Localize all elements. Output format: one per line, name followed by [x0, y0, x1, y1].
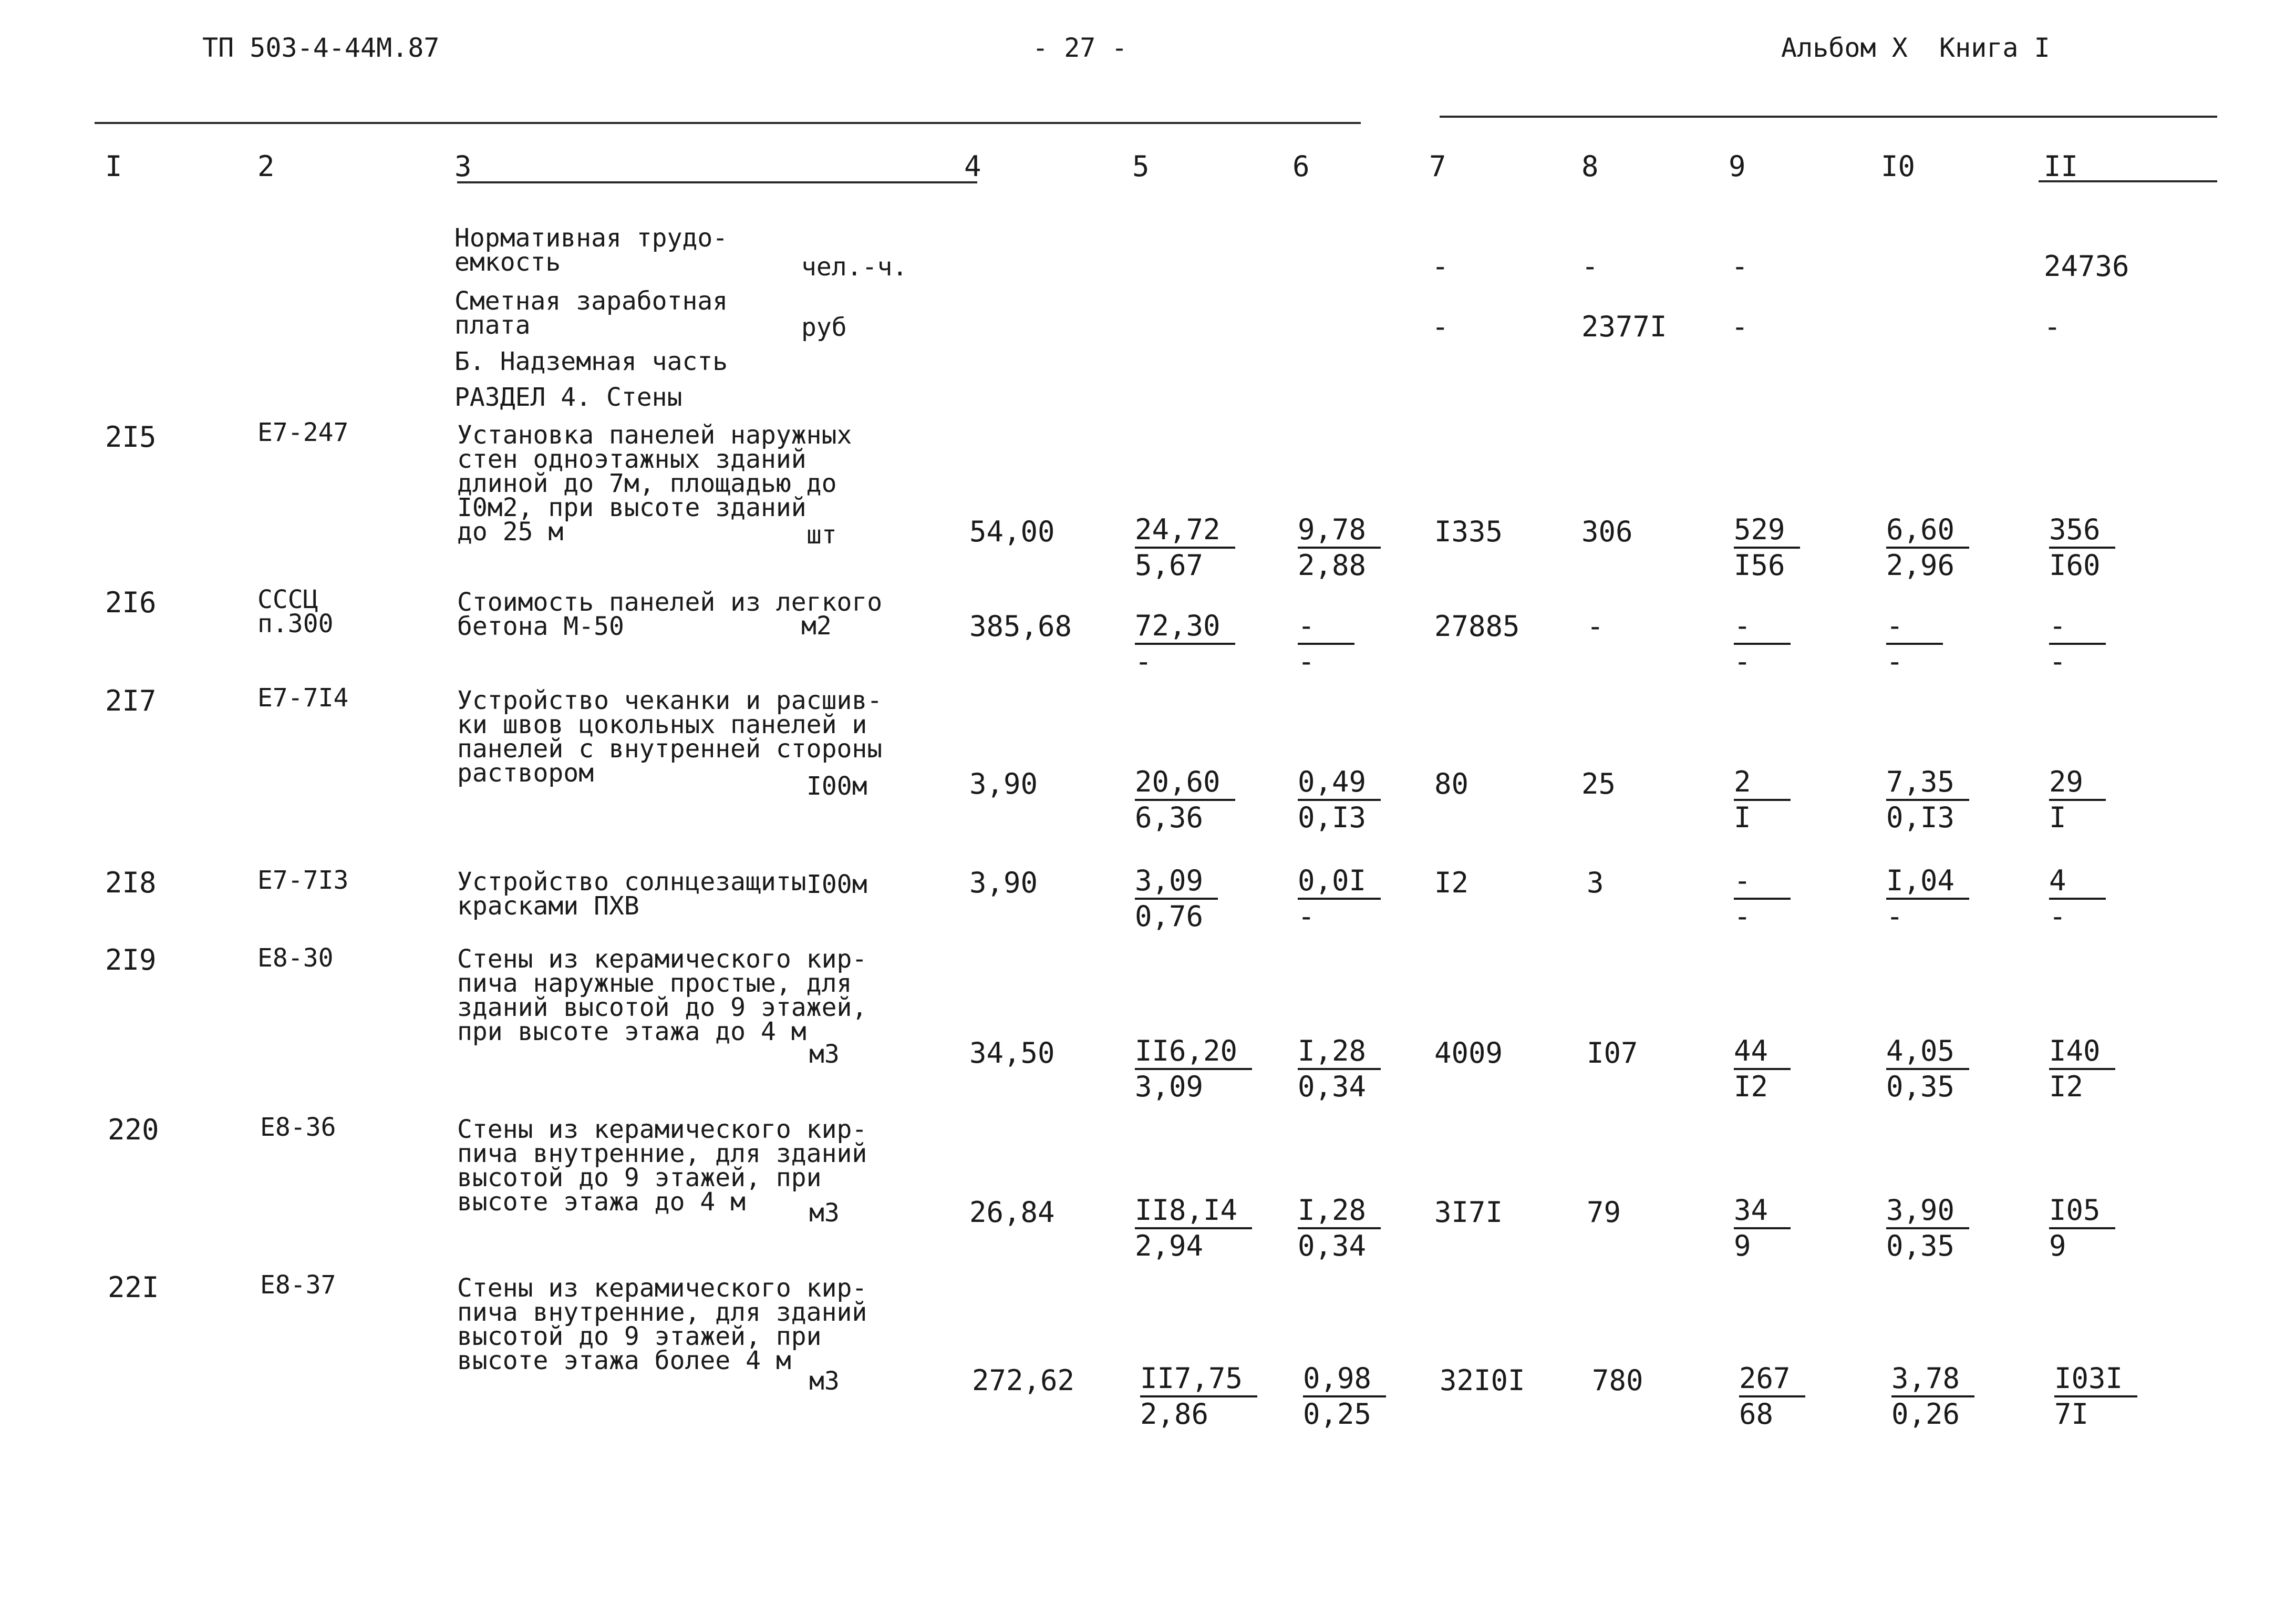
row-219-text: Стены из керамического кир- пича наружные простые, для зданий высотой до 9 этажей, при высоте этажа до 4 м [457, 944, 867, 1046]
row-215-c6-den: 2,88 [1298, 549, 1367, 582]
column-heading-8: 8 [1581, 150, 1599, 183]
row-219-c9-num: 44 [1734, 1034, 1791, 1070]
row-221-c9-num: 267 [1739, 1362, 1805, 1397]
column-heading-2: 2 [257, 150, 275, 183]
summary-wage-c7: - [1432, 310, 1449, 343]
row-221-c11-num: I03I [2054, 1362, 2137, 1397]
row-218-c9 [1734, 863, 1791, 933]
row-221-c6 [1303, 1361, 1386, 1431]
row-215-qty: 54,00 [969, 515, 1055, 548]
row-217-c10-num: 7,35 [1886, 765, 1969, 801]
row-215-text: Установка панелей наружных стен одноэтажных зданий длиной до 7м, площадью до I0м2, при высоте зданий до 25 м [457, 420, 852, 547]
row-216-text: Стоимость панелей из легкого бетона М-50 [457, 588, 883, 641]
row-221-c11 [2054, 1361, 2137, 1431]
row-218-unit: I00м [806, 870, 867, 899]
row-217-code: Е7-7I4 [257, 683, 349, 713]
column-heading-6: 6 [1292, 150, 1310, 183]
row-219-code: Е8-30 [257, 943, 334, 973]
row-215-c6-num: 9,78 [1298, 513, 1381, 549]
row-220-c9 [1734, 1193, 1791, 1263]
row-216-c11 [2049, 609, 2106, 679]
row-216-c9 [1734, 609, 1791, 679]
row-221-unit: м3 [809, 1366, 840, 1396]
row-220-c11 [2049, 1193, 2115, 1263]
row-216-c6-num: - [1298, 609, 1354, 645]
row-221-c10-den: 0,26 [1891, 1397, 1960, 1431]
section-heading: РАЗДЕЛ 4. Стены [454, 383, 682, 412]
row-218-c10-num: I,04 [1886, 864, 1969, 900]
column-heading-3: 3 [454, 150, 472, 183]
row-220-c5-num: II8,I4 [1135, 1194, 1252, 1229]
row-216-c11-den: - [2049, 645, 2066, 678]
row-215-c9-den: I56 [1734, 549, 1785, 582]
row-219-c5-num: II6,20 [1135, 1034, 1252, 1070]
row-215-c9-num: 529 [1734, 513, 1800, 549]
summary-wage-unit: руб [801, 313, 847, 342]
row-220-c8: 79 [1587, 1196, 1621, 1229]
header-rule-right [1440, 116, 2217, 118]
row-217-c11-den: I [2049, 801, 2066, 834]
row-219-c8: I07 [1587, 1036, 1638, 1070]
row-217-c9-den: I [1734, 801, 1751, 834]
row-217-c9 [1734, 765, 1791, 835]
row-218-c11-den: - [2049, 900, 2066, 933]
row-220-c5 [1135, 1193, 1252, 1263]
row-216-c9-den: - [1734, 645, 1751, 678]
summary-labour-c11: 24736 [2044, 250, 2129, 283]
row-217-c10 [1886, 765, 1969, 835]
row-215-c10-den: 2,96 [1886, 549, 1955, 582]
row-220-c6-num: I,28 [1298, 1194, 1381, 1229]
row-218-no: 2I8 [105, 866, 157, 899]
row-217-unit: I00м [806, 772, 867, 801]
part-heading: Б. Надземная часть [454, 347, 728, 376]
header-rule-left [95, 122, 1361, 124]
summary-labour-c7: - [1432, 250, 1449, 283]
row-215-no: 2I5 [105, 420, 157, 454]
row-220-c6 [1298, 1193, 1381, 1263]
column-heading-5: 5 [1132, 150, 1150, 183]
row-218-c7: I2 [1434, 866, 1469, 899]
row-216-unit: м2 [801, 611, 832, 641]
row-217-c11 [2049, 765, 2106, 835]
row-215-c10-num: 6,60 [1886, 513, 1969, 549]
row-221-c11-den: 7I [2054, 1397, 2089, 1431]
row-218-c5-den: 0,76 [1135, 900, 1204, 933]
row-221-c6-num: 0,98 [1303, 1362, 1386, 1397]
row-215-c5-den: 5,67 [1135, 549, 1204, 582]
row-216-c5-den: - [1135, 645, 1152, 678]
row-221-c9 [1739, 1361, 1805, 1431]
row-215-unit: шт [806, 520, 837, 550]
row-216-c7: 27885 [1434, 610, 1520, 643]
summary-labour-text: Нормативная трудо- емкость [454, 223, 728, 277]
row-215-c11 [2049, 512, 2115, 582]
row-217-c10-den: 0,I3 [1886, 801, 1955, 834]
row-216-no: 2I6 [105, 586, 157, 619]
row-221-c6-den: 0,25 [1303, 1397, 1372, 1431]
row-215-c11-den: I60 [2049, 549, 2101, 582]
row-216-c5-num: 72,30 [1135, 609, 1235, 645]
row-219-c11 [2049, 1034, 2115, 1104]
row-219-c6 [1298, 1034, 1381, 1104]
row-219-c6-num: I,28 [1298, 1034, 1381, 1070]
row-215-c5-num: 24,72 [1135, 513, 1235, 549]
row-215-code: Е7-247 [257, 418, 349, 447]
row-216-c11-num: - [2049, 609, 2106, 645]
row-220-c11-den: 9 [2049, 1229, 2066, 1262]
row-220-c5-den: 2,94 [1135, 1229, 1204, 1262]
row-216-c6 [1298, 609, 1354, 679]
row-215-c11-num: 356 [2049, 513, 2115, 549]
summary-wage-c9: - [1731, 310, 1749, 343]
row-215-c10 [1886, 512, 1969, 582]
row-216-c10 [1886, 609, 1943, 679]
row-220-c10-num: 3,90 [1886, 1194, 1969, 1229]
row-216-c8: - [1587, 610, 1604, 643]
column-heading-1: I [105, 150, 122, 183]
row-219-no: 2I9 [105, 943, 157, 976]
column-heading-10: I0 [1881, 150, 1916, 183]
row-216-c10-num: - [1886, 609, 1943, 645]
row-220-c10 [1886, 1193, 1969, 1263]
row-218-c9-num: - [1734, 864, 1791, 900]
column-heading-11: II [2044, 150, 2078, 183]
row-220-c11-num: I05 [2049, 1194, 2115, 1229]
row-218-c6-num: 0,0I [1298, 864, 1381, 900]
row-220-text: Стены из керамического кир- пича внутренние, для зданий высотой до 9 этажей, при высоте этажа до 4 м [457, 1115, 867, 1217]
row-217-c6-den: 0,I3 [1298, 801, 1367, 834]
row-216-c9-num: - [1734, 609, 1791, 645]
row-221-c10 [1891, 1361, 1974, 1431]
row-218-text: Устройство солнцезащиты красками ПХВ [457, 867, 806, 921]
row-220-c9-num: 34 [1734, 1194, 1791, 1229]
row-215-c6 [1298, 512, 1381, 582]
doc-code: ТП 503-4-44М.87 [202, 33, 440, 63]
column-rule-3 [457, 181, 977, 183]
row-220-c9-den: 9 [1734, 1229, 1751, 1262]
row-218-c11 [2049, 863, 2106, 933]
row-218-c6 [1298, 863, 1381, 933]
row-219-c5-den: 3,09 [1135, 1070, 1204, 1103]
row-219-c5 [1135, 1034, 1252, 1104]
summary-wage-c11: - [2044, 310, 2061, 343]
row-217-c6-num: 0,49 [1298, 765, 1381, 801]
page-number: - 27 - [1032, 33, 1128, 63]
row-221-no: 22I [108, 1271, 159, 1304]
row-216-qty: 385,68 [969, 610, 1072, 643]
row-217-c7: 80 [1434, 767, 1469, 800]
summary-labour-c8: - [1581, 250, 1599, 283]
row-221-c5-den: 2,86 [1140, 1397, 1209, 1431]
row-215-c5 [1135, 512, 1235, 582]
column-heading-9: 9 [1729, 150, 1746, 183]
row-221-c7: 32I0I [1440, 1364, 1525, 1397]
row-221-text: Стены из керамического кир- пича внутренние, для зданий высотой до 9 этажей, при высоте этажа более 4 м [457, 1273, 867, 1375]
row-219-c9-den: I2 [1734, 1070, 1768, 1103]
row-219-c10-num: 4,05 [1886, 1034, 1969, 1070]
row-218-c10-den: - [1886, 900, 1904, 933]
row-221-c9-den: 68 [1739, 1397, 1774, 1431]
row-219-qty: 34,50 [969, 1036, 1055, 1070]
row-217-c8: 25 [1581, 767, 1616, 800]
row-219-unit: м3 [809, 1040, 840, 1069]
row-221-c8: 780 [1592, 1364, 1643, 1397]
row-220-unit: м3 [809, 1198, 840, 1228]
row-215-c7: I335 [1434, 515, 1503, 548]
row-219-c10 [1886, 1034, 1969, 1104]
row-217-no: 2I7 [105, 684, 157, 717]
row-218-qty: 3,90 [969, 866, 1038, 899]
row-216-c10-den: - [1886, 645, 1904, 678]
row-221-c5 [1140, 1361, 1257, 1431]
row-220-c6-den: 0,34 [1298, 1229, 1367, 1262]
row-217-text: Устройство чеканки и расшив- ки швов цокольных панелей и панелей с внутренней стороны раствором [457, 686, 883, 788]
row-220-code: Е8-36 [260, 1113, 336, 1142]
row-217-c11-num: 29 [2049, 765, 2106, 801]
row-218-c10 [1886, 863, 1969, 933]
row-217-c5-num: 20,60 [1135, 765, 1235, 801]
row-220-c7: 3I7I [1434, 1196, 1503, 1229]
summary-labour-unit: чел.-ч. [801, 252, 908, 282]
row-217-c5 [1135, 765, 1235, 835]
row-221-c10-num: 3,78 [1891, 1362, 1974, 1397]
row-217-qty: 3,90 [969, 767, 1038, 800]
row-219-c9 [1734, 1034, 1791, 1104]
summary-labour-c9: - [1731, 250, 1749, 283]
row-216-c6-den: - [1298, 645, 1315, 678]
row-216-c5 [1135, 609, 1235, 679]
row-217-c9-num: 2 [1734, 765, 1791, 801]
row-218-c5-num: 3,09 [1135, 864, 1218, 900]
album-label: Альбом Х Книга I [1781, 33, 2050, 63]
row-218-code: Е7-7I3 [257, 866, 349, 895]
row-217-c6 [1298, 765, 1381, 835]
row-217-c5-den: 6,36 [1135, 801, 1204, 834]
row-220-no: 220 [108, 1113, 159, 1146]
row-220-c10-den: 0,35 [1886, 1229, 1955, 1262]
row-218-c11-num: 4 [2049, 864, 2106, 900]
row-221-code: Е8-37 [260, 1270, 336, 1300]
row-219-c7: 4009 [1434, 1036, 1503, 1070]
row-218-c6-den: - [1298, 900, 1315, 933]
row-219-c11-num: I40 [2049, 1034, 2115, 1070]
row-219-c11-den: I2 [2049, 1070, 2084, 1103]
row-219-c6-den: 0,34 [1298, 1070, 1367, 1103]
row-215-c9 [1734, 512, 1800, 582]
row-218-c8: 3 [1587, 866, 1604, 899]
summary-wage-text: Сметная заработная плата [454, 286, 728, 340]
row-221-c5-num: II7,75 [1140, 1362, 1257, 1397]
column-heading-4: 4 [964, 150, 981, 183]
row-218-c9-den: - [1734, 900, 1751, 933]
row-216-code: СССЦ п.300 [257, 585, 334, 639]
row-221-qty: 272,62 [972, 1364, 1075, 1397]
row-215-c8: 306 [1581, 515, 1633, 548]
row-220-qty: 26,84 [969, 1196, 1055, 1229]
column-heading-7: 7 [1429, 150, 1446, 183]
row-219-c10-den: 0,35 [1886, 1070, 1955, 1103]
row-218-c5 [1135, 863, 1218, 933]
summary-wage-c8: 2377I [1581, 310, 1667, 343]
